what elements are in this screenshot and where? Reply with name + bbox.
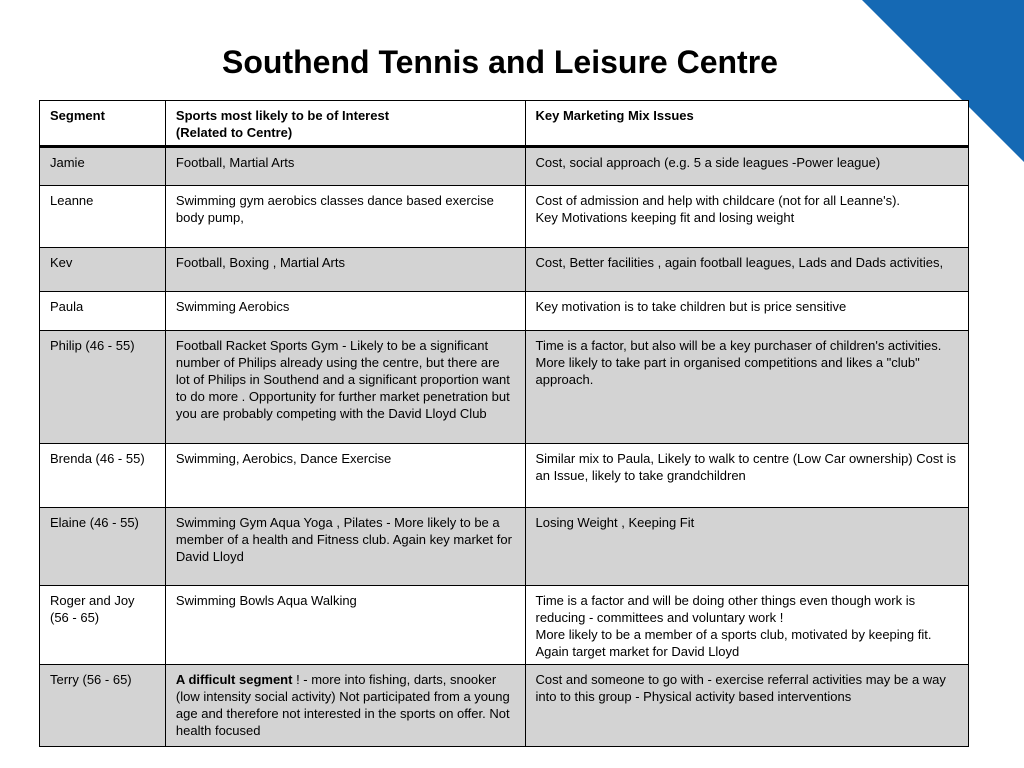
table-row bbox=[40, 586, 969, 665]
sports-cell: Football, Boxing , Martial Arts bbox=[165, 248, 525, 292]
segment-cell: Paula bbox=[40, 292, 166, 331]
segment-cell: Roger and Joy (56 - 65) bbox=[40, 586, 166, 665]
table-row bbox=[40, 147, 969, 186]
issues-cell: Time is a factor, but also will be a key purchaser of children's activities. More likely to take part in organised competitions and likes a "club" approach. bbox=[525, 331, 969, 444]
table-row bbox=[40, 186, 969, 248]
sports-text: ! - more into fishing, darts, snooker (low intensity social activity) Not participated from a young age and therefore not interested in the sports on offer. Not health focused bbox=[175, 672, 510, 738]
table-header-row bbox=[40, 101, 969, 147]
table-row bbox=[40, 508, 969, 586]
segment-cell: Kev bbox=[40, 248, 166, 292]
sports-cell: Swimming Bowls Aqua Walking bbox=[165, 586, 525, 665]
segment-cell: Elaine (46 - 55) bbox=[40, 508, 166, 586]
issues-cell: Time is a factor and will be doing other things even though work is reducing - committees and voluntary work ! More likely to be a member of a sports club, motivated by keeping fit. Again target market for David Lloyd bbox=[525, 586, 969, 665]
issues-cell: Similar mix to Paula, Likely to walk to centre (Low Car ownership) Cost is an Issue, likely to take grandchildren bbox=[525, 444, 969, 508]
sports-cell: Swimming Gym Aqua Yoga , Pilates - More likely to be a member of a health and Fitness club. Again key market for David Lloyd bbox=[165, 508, 525, 586]
issues-cell: Cost of admission and help with childcare (not for all Leanne's). Key Motivations keeping fit and losing weight bbox=[525, 186, 969, 248]
issues-cell: Cost, social approach (e.g. 5 a side leagues -Power league) bbox=[525, 147, 969, 186]
issues-cell: Cost, Better facilities , again football leagues, Lads and Dads activities, bbox=[525, 248, 969, 292]
sports-emphasis: A difficult segment bbox=[175, 672, 293, 687]
segment-cell: Brenda (46 - 55) bbox=[40, 444, 166, 508]
table-row bbox=[40, 248, 969, 292]
page-title: Southend Tennis and Leisure Centre bbox=[222, 44, 778, 80]
table-row bbox=[40, 665, 969, 747]
table-row bbox=[40, 331, 969, 444]
header-segment: Segment bbox=[40, 101, 166, 147]
table-row bbox=[40, 444, 969, 508]
segment-table bbox=[39, 100, 969, 747]
segment-cell: Philip (46 - 55) bbox=[40, 331, 166, 444]
issues-cell: Key motivation is to take children but is price sensitive bbox=[525, 292, 969, 331]
sports-cell: Football Racket Sports Gym - Likely to be a significant number of Philips already using the centre, but there are lot of Philips in Southend and a significant proportion want to do more . Opportunity for further market penetration but you are probably competing with the David Lloyd Club bbox=[165, 331, 525, 444]
issues-cell: Cost and someone to go with - exercise referral activities may be a way into to this group - Physical activity based interventions bbox=[525, 665, 969, 747]
sports-cell: Swimming gym aerobics classes dance based exercise body pump, bbox=[165, 186, 525, 248]
header-sports: Sports most likely to be of Interest (Related to Centre) bbox=[165, 101, 525, 147]
sports-cell: Swimming Aerobics bbox=[165, 292, 525, 331]
sports-cell: Football, Martial Arts bbox=[165, 147, 525, 186]
segment-cell: Terry (56 - 65) bbox=[40, 665, 166, 747]
segment-cell: Jamie bbox=[40, 147, 166, 186]
sports-cell: Swimming, Aerobics, Dance Exercise bbox=[165, 444, 525, 508]
sports-cell bbox=[165, 665, 525, 747]
issues-cell: Losing Weight , Keeping Fit bbox=[525, 508, 969, 586]
segment-cell: Leanne bbox=[40, 186, 166, 248]
header-issues: Key Marketing Mix Issues bbox=[525, 101, 969, 147]
table-row bbox=[40, 292, 969, 331]
